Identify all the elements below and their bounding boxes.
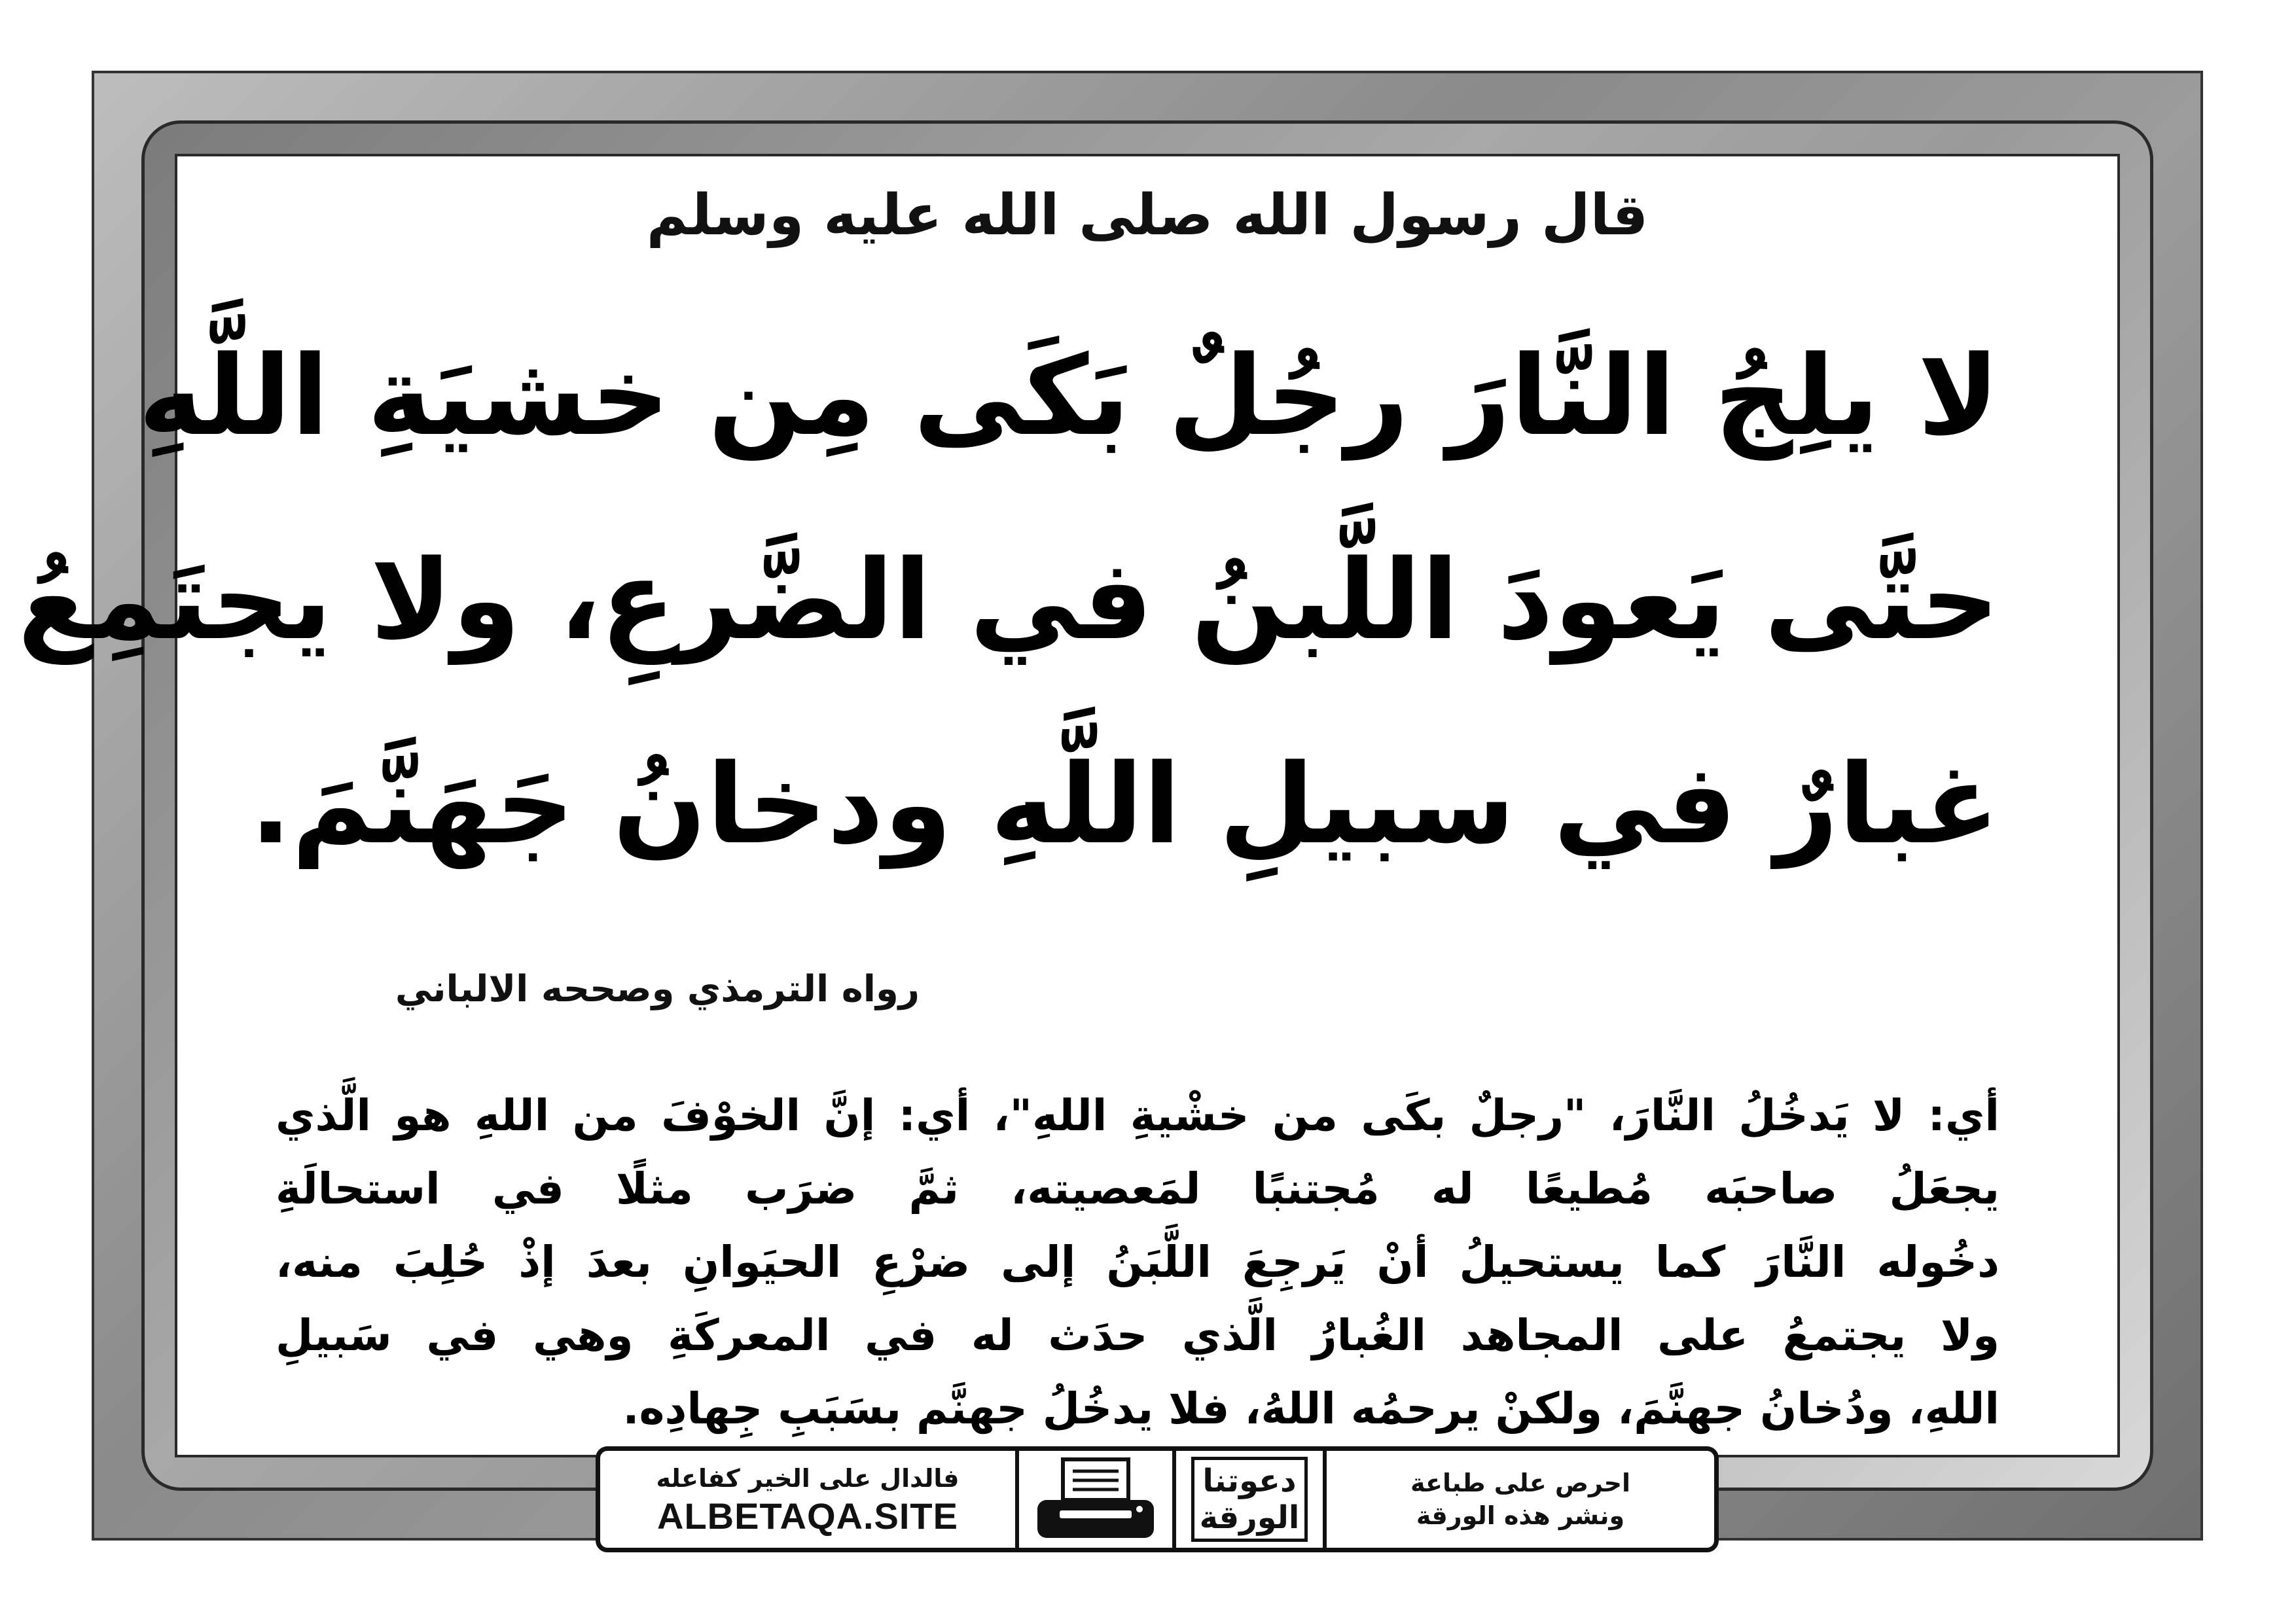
explanation-text — [276, 1079, 2000, 1446]
content-panel — [18, 154, 2120, 1457]
middle-frame — [18, 120, 2153, 1491]
hadith-line-2: حتَّى يَعودَ اللَّبنُ في الضَّرعِ، ولا يجتَمِعُ — [18, 536, 2000, 664]
footer-bar — [596, 1446, 1719, 1552]
explanation-line-1: أي: لا يَدخُلُ النَّارَ، "رجلٌ بكَى من خشْيةِ اللهِ"، أي: إنَّ الخوْفَ من اللهِ هو الَّذي — [276, 1090, 2000, 1141]
footer-logo-cell — [1176, 1451, 1327, 1548]
printer-icon — [1033, 1457, 1158, 1542]
hadith-line-1: لا يلِجُ النَّارَ رجُلٌ بَكَى مِن خشيَةِ اللَّهِ — [138, 332, 2000, 460]
site-link[interactable]: ALBETAQA.SITE — [657, 1495, 958, 1537]
hadith-source: رواه الترمذي وصححه الالباني — [395, 968, 920, 1010]
footer-note-line-2: ونشر هذه الورقة — [1416, 1501, 1625, 1530]
explanation-line-4: ولا يجتمعُ على المجاهد الغُبارُ الَّذي حدَث له في المعركَةِ وهي في سَبيلِ — [276, 1310, 2000, 1361]
explanation-line-2: يجعَلُ صاحبَه مُطيعًا له مُجتنبًا لمَعصيته، ثمَّ ضرَب مثلًا في استحالَةِ — [276, 1164, 2000, 1214]
footer-printer-cell — [1019, 1451, 1176, 1548]
footer-note-line-1: احرص على طباعة — [1410, 1469, 1631, 1497]
explanation-line-5: اللهِ، ودُخانُ جهنَّمَ، ولكنْ يرحمُه اللهُ، فلا يدخُلُ جهنَّم بسَبَبِ جِهادِه. — [622, 1383, 2000, 1434]
outer-frame — [18, 71, 2203, 1541]
logo-top: دعوتنا — [1202, 1463, 1297, 1499]
footer-caption: فالدال على الخير كفاعله — [656, 1463, 960, 1493]
footer-note-cell — [1327, 1451, 1714, 1548]
footer-site-cell — [600, 1451, 1019, 1548]
page-title: قال رسول الله صلى الله عليه وسلم — [646, 183, 1649, 248]
hadith-line-3: غبارٌ في سبيلِ اللَّهِ ودخانُ جَهَنَّمَ. — [249, 740, 2000, 868]
content — [18, 156, 2117, 1455]
logo-bottom: الورقة — [1199, 1499, 1300, 1536]
hadith-text — [18, 294, 2000, 906]
logo — [1191, 1457, 1308, 1542]
explanation-line-3: دخُوله النَّارَ كما يستحيلُ أنْ يَرجِعَ اللَّبَنُ إلى ضرْعِ الحيَوانِ بعدَ إذْ حُلِبَ منه، — [276, 1237, 2000, 1287]
